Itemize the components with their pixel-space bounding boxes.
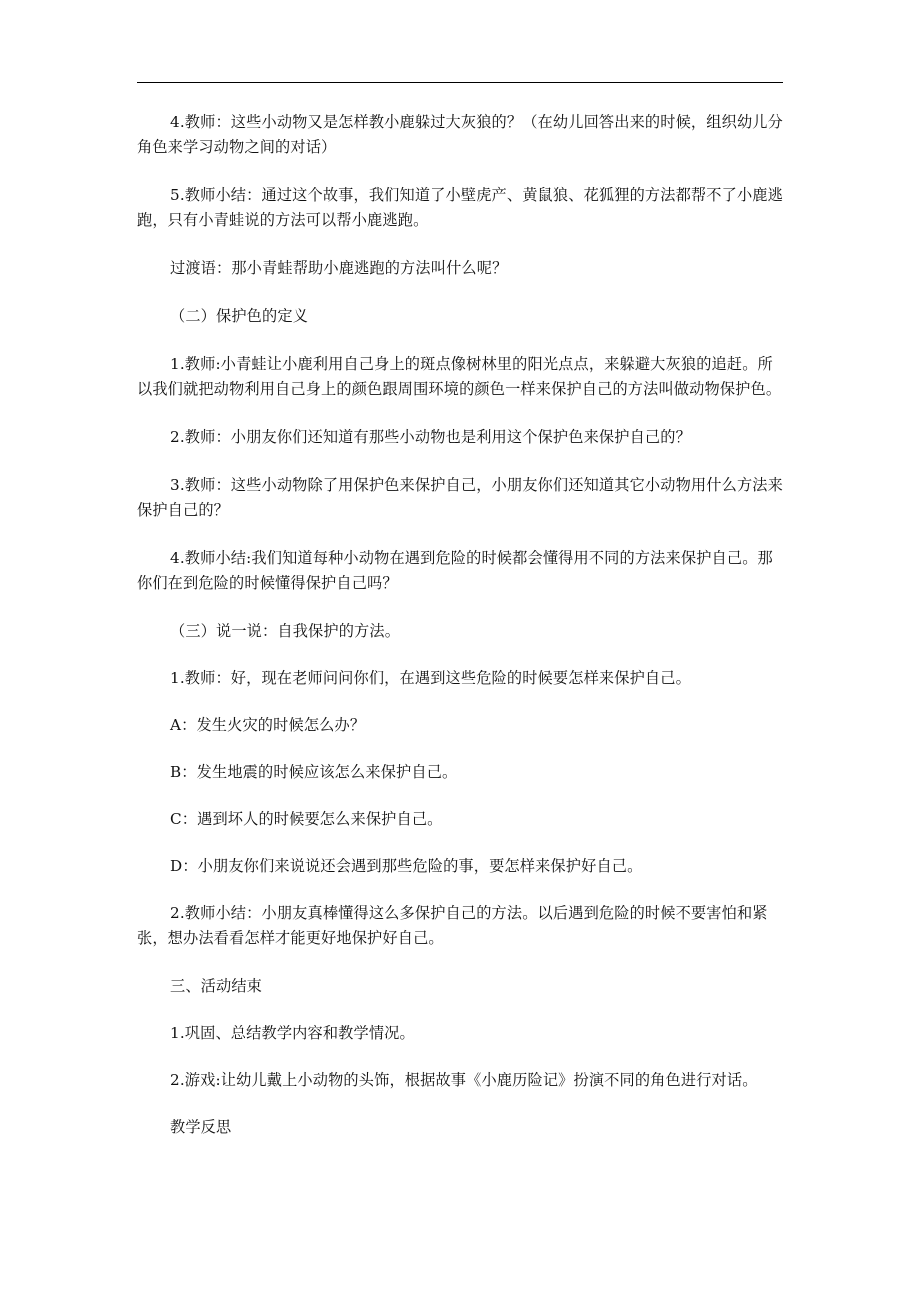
header-rule [137,82,783,83]
section-heading-3: （三）说一说：自我保护的方法。 [170,622,401,640]
paragraph-option-b: B：发生地震的时候应该怎么来保护自己。 [170,763,458,781]
paragraph-teacher-summary-5: 5.教师小结：通过这个故事，我们知道了小壁虎产、黄鼠狼、花狐狸的方法都帮不了小鹿逃跑，只有小青蛙说的方法可以帮小鹿逃跑。 [137,186,783,229]
paragraph-option-a: A：发生火灾的时候怎么办？ [170,716,366,734]
paragraph-definition-4: 4.教师小结:我们知道每种小动物在遇到危险的时候都会懂得用不同的方法来保护自己。那你们在到危险的时候懂得保护自己吗？ [137,549,773,592]
section-heading-2: （二）保护色的定义 [170,307,309,325]
paragraph-definition-1: 1.教师:小青蛙让小鹿利用自己身上的斑点像树林里的阳光点点，来躲避大灰狼的追赶。所以我们就把动物利用自己身上的颜色跟周围环境的颜色一样来保护自己的方法叫做动物保护色。 [137,355,782,398]
paragraph-option-d: D：小朋友你们来说说还会遇到那些危险的事，要怎样来保护好自己。 [170,857,643,875]
paragraph-transition: 过渡语：那小青蛙帮助小鹿逃跑的方法叫什么呢？ [170,259,508,277]
section-heading-end: 三、活动结束 [170,977,263,995]
paragraph-definition-3: 3.教师：这些小动物除了用保护色来保护自己，小朋友你们还知道其它小动物用什么方法来保护自己的？ [137,476,783,519]
paragraph-definition-2: 2.教师：小朋友你们还知道有那些小动物也是利用这个保护色来保护自己的？ [170,428,691,446]
paragraph-protection-1: 1.教师：好，现在老师问问你们，在遇到这些危险的时候要怎样来保护自己。 [170,669,691,687]
paragraph-reflection: 教学反思 [170,1118,232,1136]
paragraph-end-2: 2.游戏:让幼儿戴上小动物的头饰，根据故事《小鹿历险记》扮演不同的角色进行对话。 [170,1071,758,1089]
paragraph-teacher-question-4: 4.教师：这些小动物又是怎样教小鹿躲过大灰狼的？（在幼儿回答出来的时候，组织幼儿分角色来学习动物之间的对话） [137,113,783,156]
paragraph-protection-summary: 2.教师小结：小朋友真棒懂得这么多保护自己的方法。以后遇到危险的时候不要害怕和紧张，想办法看看怎样才能更好地保护好自己。 [137,904,768,947]
paragraph-option-c: C：遇到坏人的时候要怎么来保护自己。 [170,810,443,828]
document-body [137,110,785,1140]
paragraph-end-1: 1.巩固、总结教学内容和教学情况。 [170,1024,415,1042]
